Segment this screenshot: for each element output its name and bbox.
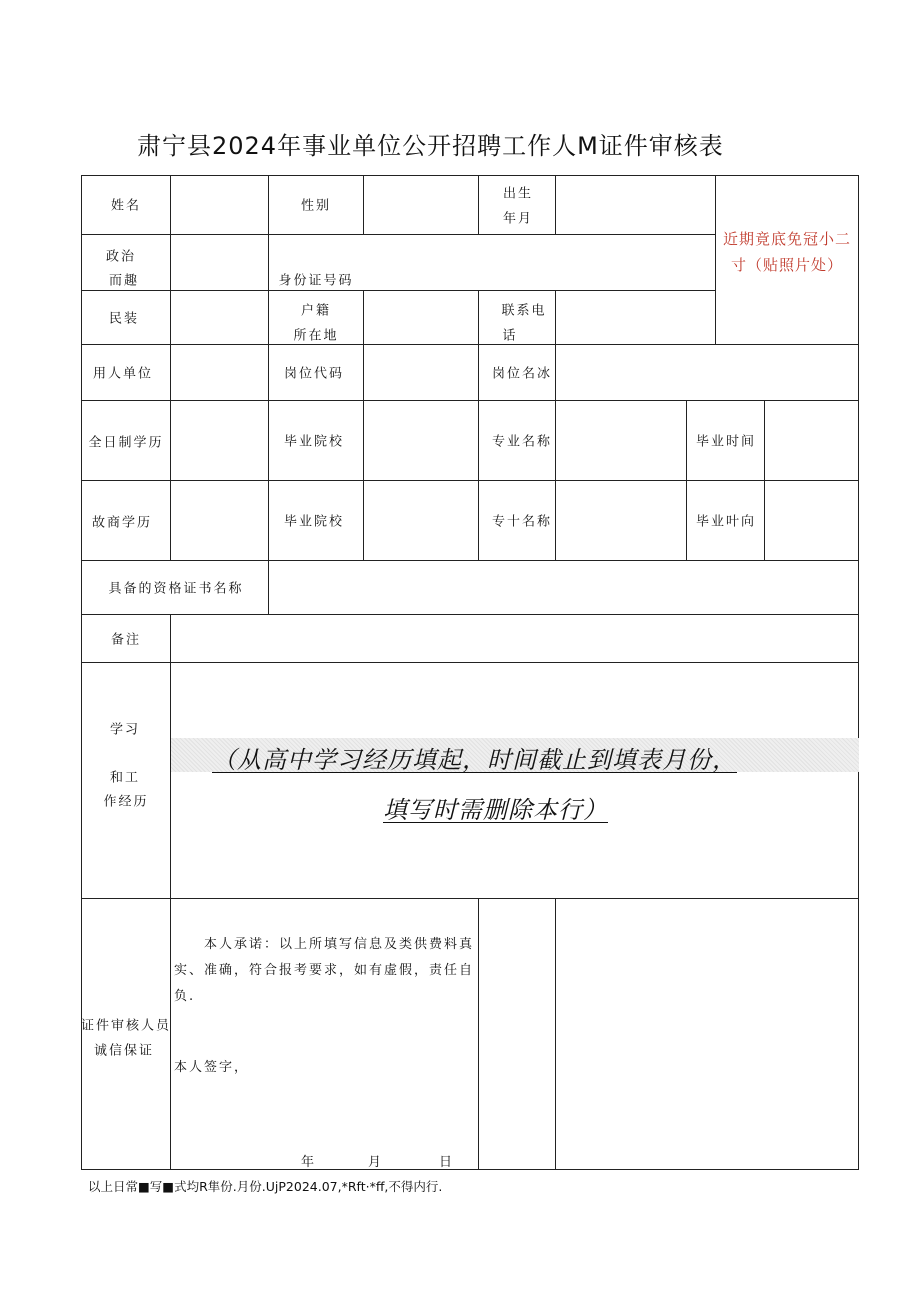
label-hukou-2: 所在地 [293,328,339,344]
label-highest-edu: 故商学历 [91,515,153,531]
label-employer: 用人单位 [92,366,154,382]
label-grad-time-2: 毕业叶向 [695,514,757,530]
label-politics-2: 而趣 [108,273,140,289]
pledge-line-1: 本人承诺：以上所填写信息及类供费料真 [204,937,475,952]
footer-note: 以上日常■写■式均R隼份.月份.UjP2024.07,*Rft·*ff,不得内行. [88,1179,443,1194]
label-id-number: 身份证号码 [278,273,354,289]
photo-placeholder: 近期竟底免冠小二寸（贴照片处） [722,230,851,274]
label-major-1: 专业名称 [491,434,553,450]
label-post-code: 岗位代码 [283,366,345,382]
label-post-name: 岗位名冰 [491,366,553,382]
label-major-2: 专十名称 [491,514,553,530]
pledge-line-2: 实、准确，符合报考要求，如有虚假，责任自 [174,963,475,978]
label-birth-1: 出生 [502,186,534,202]
date-day: 日 [439,1155,455,1170]
pledge-line-3: 负. [174,989,196,1004]
history-hint-line2: 填写时需删除本行） [383,796,608,824]
page-title: 肃宁县2024年事业单位公开招聘工作人M证件审核表 [137,132,724,160]
label-history-3: 作经历 [103,794,149,810]
label-politics-1: 政治 [105,249,137,265]
label-school-1: 毕业院校 [283,434,345,450]
label-certificates: 具备的资格证书名称 [108,581,244,597]
label-history-2: 和工 [109,770,141,786]
label-birth-2: 年月 [502,211,534,227]
label-fulltime-edu: 全日制学历 [88,435,164,451]
label-ethnicity: 民装 [108,311,140,327]
pledge-text [174,932,474,1010]
date-month: 月 [368,1155,384,1170]
label-school-2: 毕业院校 [283,514,345,530]
label-remarks: 备注 [110,632,142,648]
label-pledge-1: 证件审核人员 [80,1018,172,1034]
label-phone-2: 话 [502,328,518,344]
date-year: 年 [301,1155,317,1170]
history-hint-line1: （从高中学习经历填起，时间截止到填表月份， [212,746,737,774]
label-name: 姓名 [110,198,142,214]
label-pledge-2: 诚信保证 [93,1043,155,1059]
label-grad-time-1: 毕业时间 [695,434,757,450]
signature-label: 本人签字， [174,1060,250,1075]
label-history-1: 学习 [109,722,141,738]
label-phone-1: 联系电 [501,303,547,319]
label-hukou-1: 户籍 [300,303,332,319]
label-gender: 性别 [300,198,332,214]
